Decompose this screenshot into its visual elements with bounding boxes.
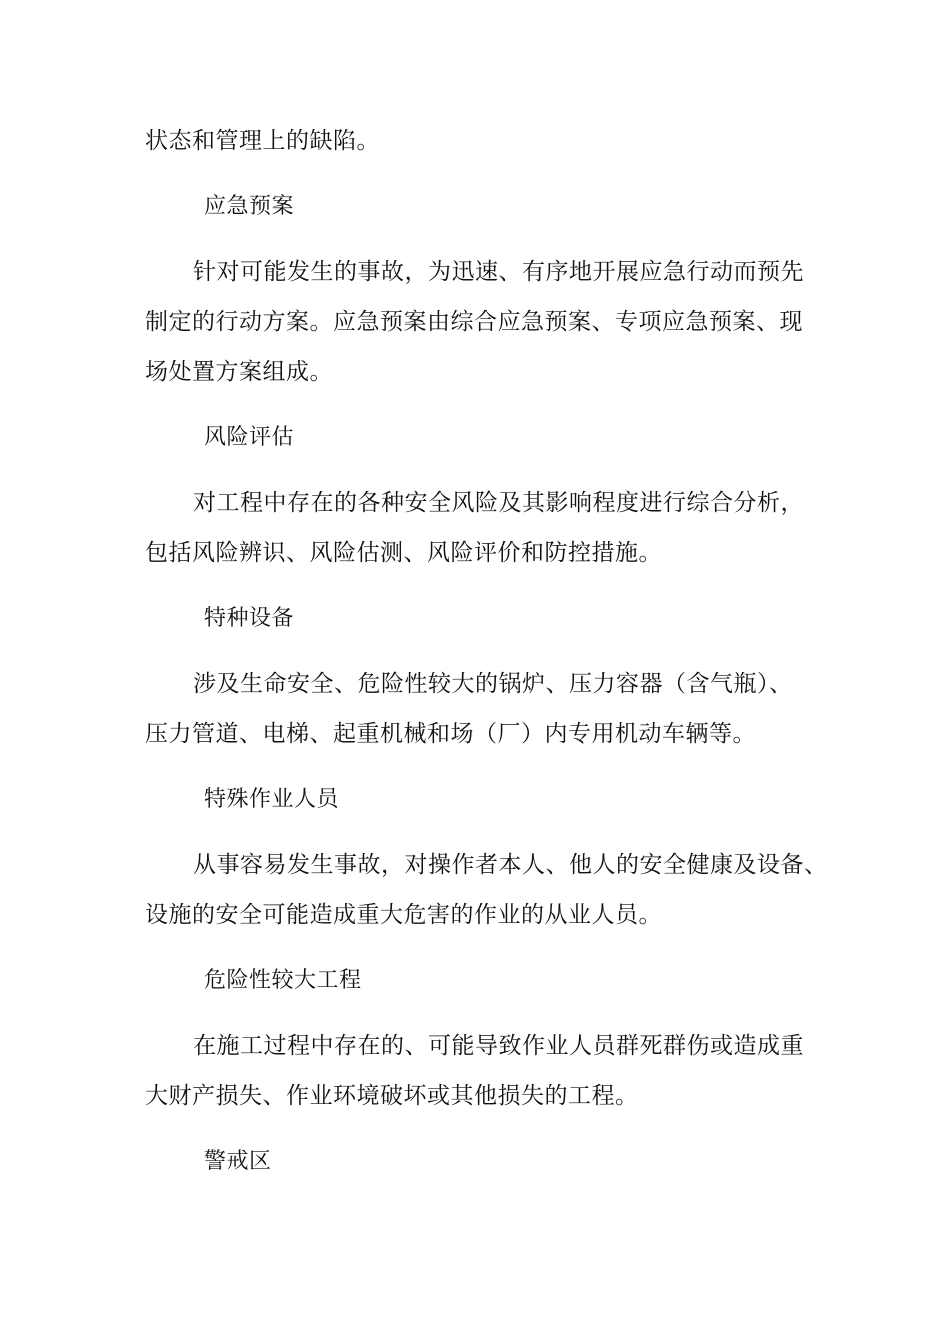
intro-text-line: 状态和管理上的缺陷。 (145, 128, 380, 154)
definition-line: 场处置方案组成。 (145, 359, 333, 385)
definition-line: 设施的安全可能造成重大危害的作业的从业人员。 (145, 902, 662, 928)
definition-line: 从事容易发生事故，对操作者本人、他人的安全健康及设备、 (193, 852, 828, 878)
definition-line: 压力管道、电梯、起重机械和场（厂）内专用机动车辆等。 (145, 721, 756, 747)
definition-line: 制定的行动方案。应急预案由综合应急预案、专项应急预案、现 (145, 309, 803, 335)
term-heading: 特殊作业人员 (204, 787, 340, 812)
definition-line: 大财产损失、作业环境破坏或其他损失的工程。 (145, 1083, 639, 1109)
definition-line: 对工程中存在的各种安全风险及其影响程度进行综合分析， (193, 490, 804, 516)
term-heading: 危险性较大工程 (204, 968, 362, 993)
definition-line: 涉及生命安全、危险性较大的锅炉、压力容器（含气瓶）、 (193, 671, 793, 697)
definition-line: 针对可能发生的事故，为迅速、有序地开展应急行动而预先 (193, 259, 804, 285)
definition-line: 在施工过程中存在的、可能导致作业人员群死群伤或造成重 (193, 1033, 804, 1059)
term-heading: 风险评估 (204, 425, 295, 450)
term-heading: 应急预案 (204, 194, 295, 219)
term-heading: 特种设备 (204, 606, 295, 631)
definition-line: 包括风险辨识、风险估测、风险评价和防控措施。 (145, 540, 662, 566)
term-heading: 警戒区 (204, 1149, 272, 1174)
